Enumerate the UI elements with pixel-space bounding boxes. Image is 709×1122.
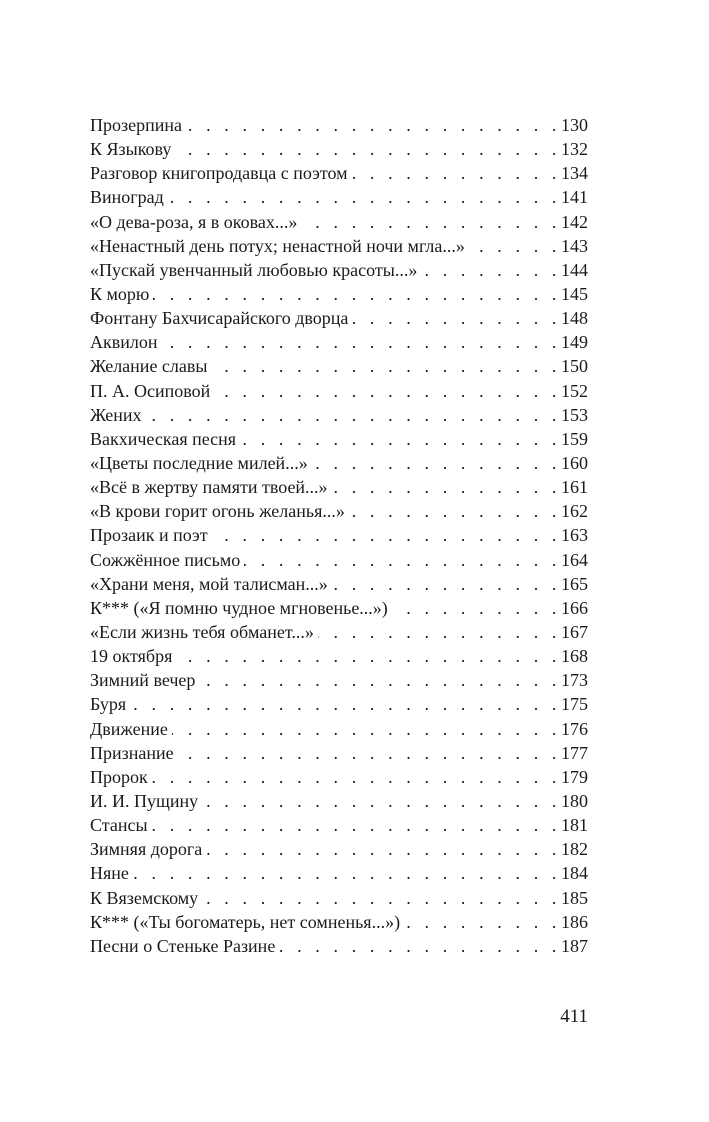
toc-entry bbox=[90, 620, 588, 644]
dot-leader bbox=[133, 861, 561, 885]
toc-entry-page: 150 bbox=[561, 356, 588, 377]
toc-entry-title: Буря bbox=[90, 694, 127, 715]
toc-entry bbox=[90, 692, 588, 716]
dot-leader bbox=[469, 234, 561, 258]
toc-entry-page: 180 bbox=[561, 790, 588, 811]
toc-entry-page: 165 bbox=[561, 573, 588, 594]
dot-leader bbox=[152, 813, 561, 837]
dot-leader bbox=[130, 692, 561, 716]
toc-entry-page: 181 bbox=[561, 815, 588, 836]
toc-entry-title: К морю bbox=[90, 283, 150, 304]
toc-entry-page: 162 bbox=[561, 501, 588, 522]
toc-entry bbox=[90, 282, 588, 306]
toc-entry-title: «Ненастный день потух; ненастной ночи мгла...» bbox=[90, 235, 465, 256]
toc-entry bbox=[90, 306, 588, 330]
dot-leader bbox=[332, 572, 561, 596]
toc-entry bbox=[90, 886, 588, 910]
toc-entry-title: К*** («Ты богоматерь, нет сомненья...») bbox=[90, 911, 401, 932]
dot-leader bbox=[404, 910, 561, 934]
toc-entry-page: 168 bbox=[561, 646, 588, 667]
toc-entry bbox=[90, 137, 588, 161]
toc-entry-title: Зимний вечер bbox=[90, 670, 196, 691]
toc-entry bbox=[90, 234, 588, 258]
toc-entry bbox=[90, 451, 588, 475]
toc-entry-page: 149 bbox=[561, 332, 588, 353]
toc-entry-page: 185 bbox=[561, 887, 588, 908]
toc-entry-title: «Если жизнь тебя обманет...» bbox=[90, 621, 314, 642]
toc-entry-page: 184 bbox=[561, 863, 588, 884]
toc-entry-title: Разговор книгопродавца с поэтом bbox=[90, 163, 348, 184]
toc-entry-title: Желание славы bbox=[90, 356, 208, 377]
toc-entry-page: 153 bbox=[561, 404, 588, 425]
toc-entry-title: П. А. Осиповой bbox=[90, 380, 211, 401]
toc-entry-page: 177 bbox=[561, 742, 588, 763]
dot-leader bbox=[202, 789, 561, 813]
dot-leader bbox=[240, 427, 561, 451]
dot-leader bbox=[349, 499, 561, 523]
toc-entry-page: 176 bbox=[561, 718, 588, 739]
toc-entry bbox=[90, 765, 588, 789]
toc-entry-page: 143 bbox=[561, 235, 588, 256]
dot-leader bbox=[186, 113, 561, 137]
toc-entry bbox=[90, 837, 588, 861]
dot-leader bbox=[301, 210, 561, 234]
toc-entry bbox=[90, 185, 588, 209]
toc-entry bbox=[90, 789, 588, 813]
dot-leader bbox=[152, 765, 561, 789]
dot-leader bbox=[162, 330, 562, 354]
toc-entry bbox=[90, 813, 588, 837]
toc-entry-page: 163 bbox=[561, 525, 588, 546]
toc-entry-title: Вакхическая песня bbox=[90, 428, 237, 449]
dot-leader bbox=[172, 717, 561, 741]
dot-leader bbox=[244, 548, 561, 572]
toc-entry-page: 186 bbox=[561, 911, 588, 932]
toc-entry-title: «В крови горит огонь желанья...» bbox=[90, 501, 345, 522]
toc-entry bbox=[90, 210, 588, 234]
table-of-contents bbox=[90, 113, 588, 958]
dot-leader bbox=[176, 644, 561, 668]
toc-entry-page: 173 bbox=[561, 670, 588, 691]
toc-entry-title: Фонтану Бахчисарайского дворца bbox=[90, 308, 349, 329]
toc-entry-page: 175 bbox=[561, 694, 588, 715]
toc-entry bbox=[90, 475, 588, 499]
dot-leader bbox=[392, 596, 561, 620]
toc-entry-page: 130 bbox=[561, 115, 588, 135]
toc-entry-title: Прозерпина bbox=[90, 115, 182, 135]
toc-entry-title: Признание bbox=[90, 742, 174, 763]
dot-leader bbox=[212, 523, 561, 547]
toc-entry bbox=[90, 668, 588, 692]
toc-entry bbox=[90, 934, 588, 958]
dot-leader bbox=[214, 379, 561, 403]
dot-leader bbox=[175, 137, 561, 161]
toc-entry-title: Сожжённое письмо bbox=[90, 549, 241, 570]
toc-entry bbox=[90, 161, 588, 185]
toc-entry-page: 132 bbox=[561, 139, 588, 160]
dot-leader bbox=[279, 934, 561, 958]
toc-entry-title: И. И. Пущину bbox=[90, 790, 199, 811]
toc-entry-title: Стансы bbox=[90, 815, 148, 836]
toc-entry bbox=[90, 596, 588, 620]
toc-entry-page: 159 bbox=[561, 428, 588, 449]
dot-leader bbox=[318, 620, 561, 644]
toc-entry bbox=[90, 717, 588, 741]
toc-entry-title: К*** («Я помню чудное мгновенье...») bbox=[90, 597, 388, 618]
dot-leader bbox=[178, 741, 561, 765]
dot-leader bbox=[352, 306, 561, 330]
toc-entry-title: «Всё в жертву памяти твоей...» bbox=[90, 477, 328, 498]
toc-entry-page: 152 bbox=[561, 380, 588, 401]
toc-entry bbox=[90, 330, 588, 354]
toc-entry-page: 134 bbox=[561, 163, 588, 184]
toc-entry-title: Виноград bbox=[90, 187, 164, 208]
toc-entry-title: Движение bbox=[90, 718, 168, 739]
dot-leader bbox=[211, 354, 561, 378]
toc-entry-title: Пророк bbox=[90, 766, 148, 787]
dot-leader bbox=[202, 886, 561, 910]
toc-entry-title: К Вяземскому bbox=[90, 887, 199, 908]
toc-entry bbox=[90, 427, 588, 451]
toc-entry-title: «Цветы последние милей...» bbox=[90, 452, 308, 473]
toc-entry-page: 145 bbox=[561, 283, 588, 304]
dot-leader bbox=[199, 668, 561, 692]
toc-entry bbox=[90, 354, 588, 378]
toc-entry-page: 144 bbox=[561, 259, 588, 280]
toc-entry-title: Аквилон bbox=[90, 332, 158, 353]
toc-entry bbox=[90, 548, 588, 572]
dot-leader bbox=[145, 403, 561, 427]
toc-entry-title: Зимняя дорога bbox=[90, 839, 203, 860]
dot-leader bbox=[352, 161, 562, 185]
toc-entry bbox=[90, 403, 588, 427]
toc-entry-page: 160 bbox=[561, 452, 588, 473]
toc-entry-title: «Пускай увенчанный любовью красоты...» bbox=[90, 259, 418, 280]
toc-entry-title: Жених bbox=[90, 404, 142, 425]
toc-entry bbox=[90, 861, 588, 885]
dot-leader bbox=[206, 837, 561, 861]
dot-leader bbox=[312, 451, 561, 475]
toc-entry bbox=[90, 741, 588, 765]
dot-leader bbox=[153, 282, 561, 306]
dot-leader bbox=[421, 258, 561, 282]
toc-entry-page: 142 bbox=[561, 211, 588, 232]
toc-entry-page: 179 bbox=[561, 766, 588, 787]
toc-entry-title: Прозаик и поэт bbox=[90, 525, 208, 546]
toc-entry-title: «Храни меня, мой талисман...» bbox=[90, 573, 328, 594]
toc-entry bbox=[90, 379, 588, 403]
toc-entry-title: Песни о Стеньке Разине bbox=[90, 935, 276, 956]
toc-entry-title: 19 октября bbox=[90, 646, 173, 667]
toc-entry-title: К Языкову bbox=[90, 139, 172, 160]
dot-leader bbox=[332, 475, 561, 499]
toc-entry bbox=[90, 258, 588, 282]
toc-entry-title: «О дева-роза, я в оковах...» bbox=[90, 211, 298, 232]
toc-entry-page: 148 bbox=[561, 308, 588, 329]
toc-entry-title: Няне bbox=[90, 863, 129, 884]
toc-entry-page: 141 bbox=[561, 187, 588, 208]
toc-entry bbox=[90, 910, 588, 934]
toc-entry bbox=[90, 523, 588, 547]
toc-entry-page: 187 bbox=[561, 935, 588, 956]
toc-entry-page: 166 bbox=[561, 597, 588, 618]
page-number: 411 bbox=[560, 1006, 588, 1027]
toc-entry-page: 164 bbox=[561, 549, 588, 570]
toc-entry bbox=[90, 499, 588, 523]
toc-entry-page: 167 bbox=[561, 621, 588, 642]
toc-entry bbox=[90, 113, 588, 137]
toc-entry bbox=[90, 572, 588, 596]
dot-leader bbox=[168, 185, 561, 209]
toc-entry-page: 182 bbox=[561, 839, 588, 860]
toc-entry bbox=[90, 644, 588, 668]
toc-entry-page: 161 bbox=[561, 477, 588, 498]
